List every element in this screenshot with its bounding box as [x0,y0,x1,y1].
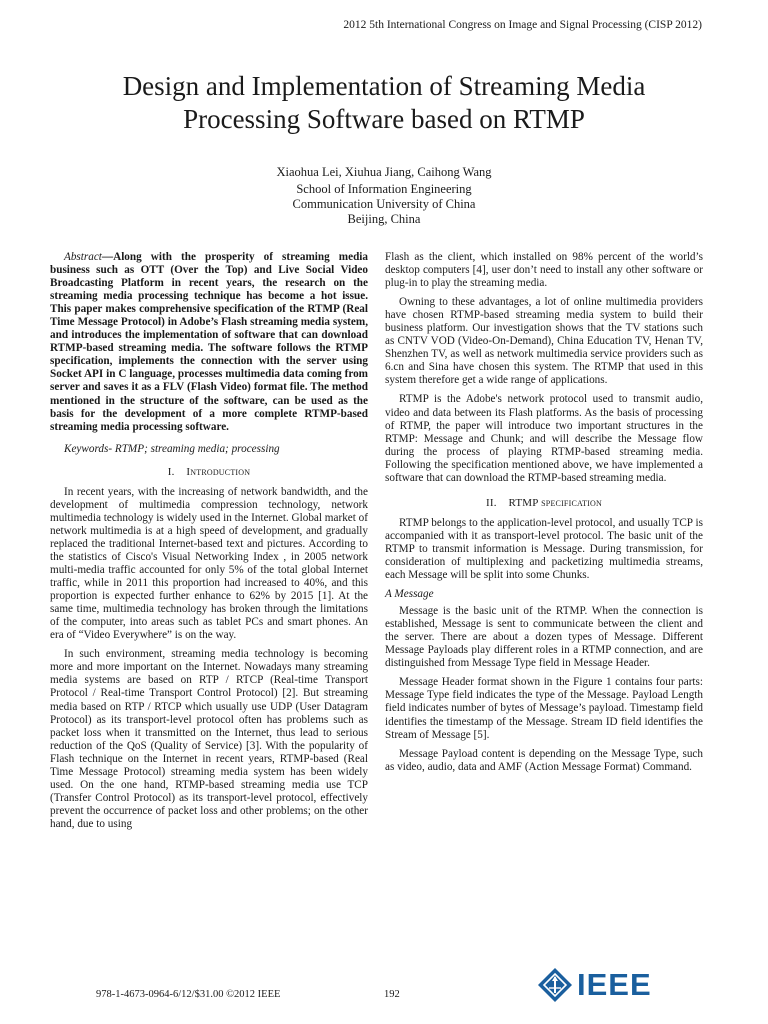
ieee-logo-text: IEEE [577,967,652,1002]
title-line-2: Processing Software based on RTMP [183,104,585,134]
message-paragraph-2: Message Header format shown in the Figure 1 contains four parts: Message Type field indicates the type of the Message. Payload Length field indicates number of bytes of Message’s payload. Timestamp field identifies the timestamp of the Message. Stream ID field identifies the Stream of Message [5]. [385,676,703,741]
intro-continuation: Flash as the client, which installed on 98% percent of the world’s desktop computers [4], user don’t need to install any other software or plug-in to play the streaming media. [385,251,703,290]
abstract-text: —Along with the prosperity of streaming media business such as OTT (Over the Top) and Live Social Video Broadcasting Platform in recent years, the research on the streaming media processing technique has become a hot issue. This paper makes comprehensive specification of the RTMP (Real Time Message Protocol) in Adobe’s Flash streaming media system, and introduces the implementation of software that can download RTMP-based streaming media. The software follows the RTMP specification, implements the connection with the server using Socket API in C language, processes multimedia data coming from server and saves it as a FLV (Flash Video) format file. The method mentioned in the structure of the software, can be used as the basis for the development of a more complete RTMP-based streaming media processing software. [50,251,368,433]
section-title: Introduction [186,465,251,478]
paper-title [40,70,728,136]
left-column [50,251,368,837]
right-column [385,251,703,780]
section-number: I. [167,465,175,478]
author-university: Communication University of China [292,197,476,211]
ieee-logo [537,967,667,1003]
author-names: Xiaohua Lei, Xiuhua Jiang, Caihong Wang [276,165,492,179]
intro-paragraph-4: RTMP is the Adobe's network protocol used to transmit audio, video and data between its Flash platforms. As the basis of processing of RTMP, the paper will introduce two important structures in the RTMP: Message and Chunk; and will describe the Message flow during the process of playing RTMP-based streaming media. Following the specification mentioned above, we have implemented a software that can download the RTMP-based streaming media. [385,393,703,484]
section-heading-rtmp [385,497,703,510]
ieee-diamond-icon [537,967,573,1003]
section-number: II. [486,496,497,509]
author-block [40,165,728,227]
abstract [50,251,368,434]
intro-paragraph-1: In recent years, with the increasing of network bandwidth, and the development of multimedia compression technology, network multimedia technology is widely used in the Internet. Global market of network multimedia is at a high speed of development, and gradually replaced the traditional Internet-based text and pictures. According to the statistics of Cisco's Visual Networking Index , in 2005 network multi-media traffic accounted for only 5% of the total global Internet traffic, while in 2011 this proportion had increased to 40%, and this proportion is expected further enhance to 62% by 2015 [1]. At the same time, multimedia technology has broken through the limitations of the computer, into areas such as tablet PCs and smart phones. An era of “Video Everywhere” is on the way. [50,485,368,642]
author-city: Beijing, China [347,212,421,226]
message-paragraph-1: Message is the basic unit of the RTMP. When the connection is established, Message is sent to communicate between the client and the server. There are about a dozen types of Message. Different Message Payloads play different roles in a RTMP connection, and are distinguished from Message Type field in Message Header. [385,605,703,670]
abstract-lead: Abstract [64,251,102,263]
message-paragraph-3: Message Payload content is depending on the Message Type, such as video, audio, data and AMF (Action Message Format) Command. [385,747,703,773]
conference-header: 2012 5th International Congress on Image and Signal Processing (CISP 2012) [343,19,702,31]
copyright-footer: 978-1-4673-0964-6/12/$31.00 ©2012 IEEE [96,989,281,1000]
rtmp-paragraph-1: RTMP belongs to the application-level protocol, and usually TCP is accompanied with it as transport-level protocol. The basic unit of the RTMP to transmit information is Message. During transmission, for consideration of multiplexing and packetizing multimedia streams, each Message will be split into some Chunks. [385,516,703,582]
keywords: Keywords- RTMP; streaming media; processing [64,442,280,455]
section-heading-introduction [50,466,368,479]
author-school: School of Information Engineering [296,182,472,196]
page-number: 192 [384,989,400,1000]
section-title: RTMP specification [508,496,602,509]
intro-paragraph-3: Owning to these advantages, a lot of online multimedia providers have chosen RTMP-based streaming media system to build their business platform. Our investigation shows that the TV stations such as CNTV VOD (Video-On-Demand), China Education TV, Henan TV, Shenzhen TV, as well as network multimedia service providers such as 6.cn and Sina have chosen this system. The RTMP that used in this system therefore get a wide range of applications. [385,296,703,387]
intro-paragraph-2: In such environment, streaming media technology is becoming more and more important on the Internet. Nowadays many streaming media systems are based on RTP / RTCP (Real-time Transport Protocol / Real-time Transport Control Protocol) [2]. But streaming media based on RTP / RTCP which usually use UDP (User Datagram Protocol) as its transport-level protocol often has problems such as packet loss when it transmitted on the Internet, thus lead to serious reduction of the QoS (Quality of Service) [3]. With the popularity of Flash technique on the Internet in recent years, RTMP-based (Real Time Message Protocol) streaming media system has been widely used. On the one hand, RTMP-based streaming media use TCP (Transfer Control Protocol) as its transport-level protocol, effectively prevent the occurrence of packet loss and other problems; on the other hand, due to using [50,648,368,830]
title-line-1: Design and Implementation of Streaming Media [122,71,646,101]
subsection-heading-message: A Message [385,588,434,601]
